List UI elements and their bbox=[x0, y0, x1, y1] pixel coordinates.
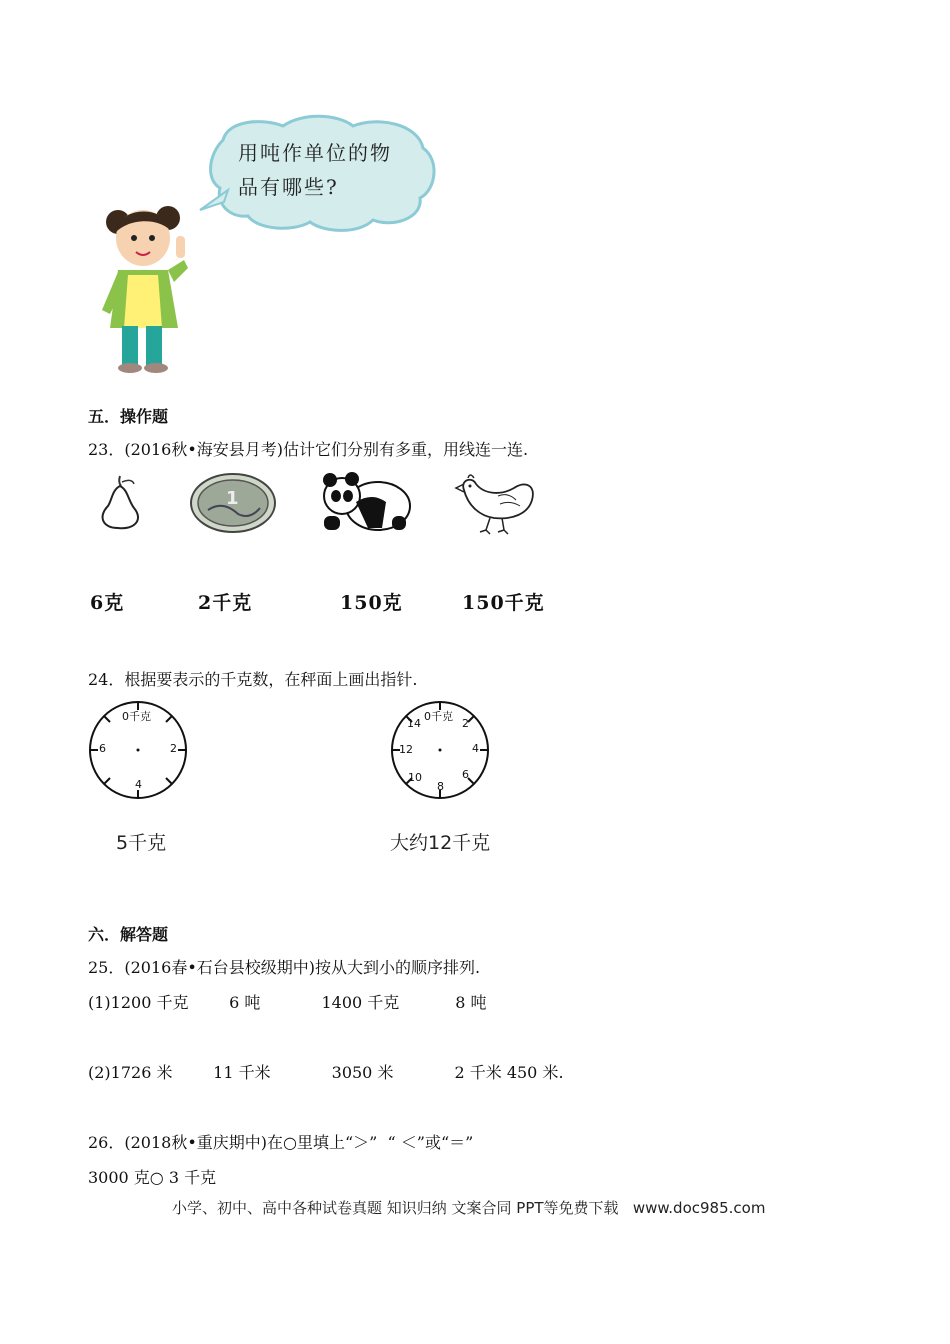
speech-line-2: 品有哪些? bbox=[238, 175, 339, 199]
question-26: 26．(2018秋•重庆期中)在○里填上“＞” “ ＜”或“＝” bbox=[88, 1133, 474, 1152]
weight-label-1: 6克 bbox=[90, 592, 125, 614]
scale2-caption: 大约12千克 bbox=[390, 832, 491, 854]
question-25: 25．(2016春•石台县校级期中)按从大到小的顺序排列. bbox=[88, 958, 481, 977]
scale2-bottom-right: 6 bbox=[462, 768, 469, 781]
scale-dial-2[interactable] bbox=[388, 700, 494, 804]
scale2-right: 4 bbox=[472, 742, 479, 755]
weight-label-3: 150克 bbox=[340, 592, 403, 614]
question-26-part1: 3000 克○ 3 千克 bbox=[88, 1168, 217, 1187]
scale1-bottom: 4 bbox=[135, 778, 142, 791]
girl-illustration bbox=[88, 110, 448, 380]
weight-label-4: 150千克 bbox=[462, 592, 545, 614]
speech-line-1: 用吨作单位的物 bbox=[238, 141, 392, 165]
scale2-bottom: 8 bbox=[437, 780, 444, 793]
scale2-top-left: 14 bbox=[407, 717, 421, 730]
question-24: 24．根据要表示的千克数，在秤面上画出指针. bbox=[88, 670, 418, 689]
scale1-right: 2 bbox=[170, 742, 177, 755]
scale-dial-1[interactable] bbox=[86, 700, 192, 804]
question-25-part1: (1)1200 千克 6 吨 1400 千克 8 吨 bbox=[88, 993, 487, 1012]
q23-pictures bbox=[88, 470, 558, 550]
scale2-top-right: 2 bbox=[462, 717, 469, 730]
scale1-top: 0千克 bbox=[122, 710, 151, 723]
scale1-caption: 5千克 bbox=[116, 832, 167, 854]
section6-heading: 六．解答题 bbox=[88, 925, 169, 944]
coin-icon bbox=[188, 470, 278, 534]
footer-link-text[interactable]: 小学、初中、高中各种试卷真题 知识归纳 文案合同 PPT等免费下载 www.doc985.com bbox=[172, 1199, 766, 1217]
scale1-left: 6 bbox=[99, 742, 106, 755]
weight-label-2: 2千克 bbox=[198, 592, 253, 614]
section5-heading: 五．操作题 bbox=[88, 407, 169, 426]
svg-text:1: 1 bbox=[226, 488, 239, 509]
pear-icon bbox=[88, 472, 152, 532]
scale2-top: 0千克 bbox=[424, 710, 453, 723]
scale2-left: 12 bbox=[399, 743, 413, 756]
chicken-icon bbox=[450, 470, 540, 536]
question-25-part2: (2)1726 米 11 千米 3050 米 2 千米 450 米. bbox=[88, 1063, 564, 1082]
panda-icon bbox=[316, 472, 416, 534]
scale2-bottom-left: 10 bbox=[408, 771, 422, 784]
speech-bubble-text bbox=[238, 136, 392, 204]
question-23: 23．(2016秋•海安县月考)估计它们分别有多重，用线连一连. bbox=[88, 440, 529, 459]
